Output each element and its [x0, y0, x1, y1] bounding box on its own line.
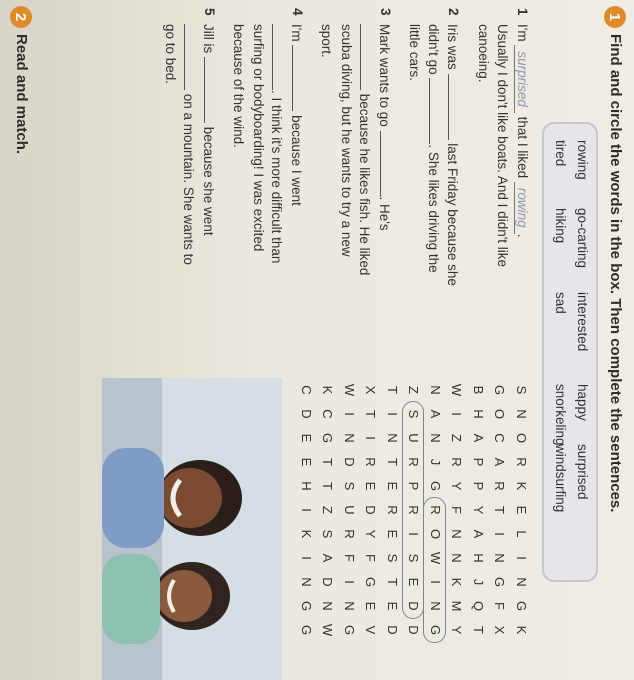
word-box-item: hiking	[553, 208, 568, 244]
wordsearch-letter[interactable]: Z	[320, 506, 336, 514]
word-box-item: happy	[575, 384, 590, 421]
wordsearch-letter[interactable]: N	[514, 409, 529, 419]
wordsearch-letter[interactable]: Y	[449, 625, 465, 635]
wordsearch-letter[interactable]: C	[320, 409, 336, 419]
handwritten-answer: rowing	[514, 182, 530, 234]
wordsearch-letter[interactable]: G	[342, 624, 357, 636]
wordsearch-letter[interactable]: U	[342, 505, 357, 515]
wordsearch-letter[interactable]: O	[492, 408, 508, 420]
word-box-item: interested	[575, 292, 590, 352]
wordsearch-letter[interactable]: T	[471, 626, 486, 634]
wordsearch-letter[interactable]: E	[406, 577, 422, 587]
wordsearch-letter[interactable]: N	[320, 601, 336, 611]
wordsearch-letter[interactable]: N	[342, 601, 357, 611]
wordsearch-letter[interactable]: H	[471, 553, 486, 563]
wordsearch-letter[interactable]: F	[449, 506, 465, 514]
wordsearch-letter[interactable]: R	[406, 505, 422, 515]
wordsearch-letter[interactable]: E	[363, 601, 379, 611]
wordsearch-letter[interactable]: A	[471, 529, 486, 539]
exercise-1-instruction: Find and circle the words in the box. Then complete the sentences.	[607, 34, 624, 513]
photo-kids	[102, 378, 282, 680]
wordsearch-letter[interactable]: P	[471, 481, 486, 491]
sentence-number: 3	[378, 8, 393, 16]
wordsearch-letter[interactable]: Q	[471, 600, 486, 612]
wordsearch-letter[interactable]: K	[514, 625, 529, 635]
wordsearch-letter[interactable]: I	[299, 508, 314, 512]
wordsearch-letter[interactable]: I	[514, 556, 529, 560]
sentence-number: 2	[446, 8, 462, 16]
wordsearch-letter[interactable]: N	[342, 433, 357, 443]
wordsearch-letter[interactable]: N	[385, 433, 400, 443]
wordsearch-letter[interactable]: E	[385, 481, 400, 491]
word-box	[542, 122, 598, 582]
wordsearch-letter[interactable]: L	[514, 530, 529, 538]
wordsearch-letter[interactable]: E	[514, 505, 529, 515]
wordsearch-letter[interactable]: T	[385, 578, 400, 586]
wordsearch-letter[interactable]: I	[385, 412, 400, 416]
circled-word	[424, 497, 447, 643]
wordsearch-letter[interactable]: P	[471, 457, 486, 467]
word-box-item: windsurfing	[553, 444, 568, 513]
wordsearch-letter[interactable]: I	[299, 556, 314, 560]
wordsearch-letter[interactable]: R	[514, 457, 529, 467]
wordsearch-letter[interactable]: X	[492, 625, 508, 635]
wordsearch-letter[interactable]: J	[428, 458, 443, 466]
exercise-1-badge: 1	[604, 6, 626, 28]
wordsearch-letter[interactable]: G	[363, 576, 379, 588]
wordsearch-letter[interactable]: I	[428, 580, 443, 584]
sentence-line: didn't go . She likes driving the	[426, 24, 441, 273]
answer-blank[interactable]	[292, 45, 305, 111]
wordsearch-letter[interactable]: I	[406, 532, 422, 536]
wordsearch-letter[interactable]: J	[471, 578, 486, 586]
sentence-line: sport.	[319, 24, 335, 58]
wordsearch-letter[interactable]: F	[363, 554, 379, 562]
wordsearch-letter[interactable]: R	[385, 505, 400, 515]
wordsearch-letter[interactable]: T	[320, 482, 336, 490]
wordsearch-letter[interactable]: A	[320, 553, 336, 563]
wordsearch-letter[interactable]: Y	[363, 529, 379, 539]
wordsearch-letter[interactable]: I	[492, 532, 508, 536]
wordsearch-letter[interactable]: G	[514, 600, 529, 612]
sentence-line: because of the wind.	[231, 24, 247, 148]
sentence-line: . I think it's more difficult than	[270, 24, 286, 263]
wordsearch-letter[interactable]: D	[342, 457, 357, 467]
wordsearch-letter[interactable]: N	[449, 529, 465, 539]
wordsearch-letter[interactable]: D	[406, 625, 422, 635]
wordsearch-grid	[288, 372, 538, 662]
wordsearch-letter[interactable]: H	[299, 481, 314, 491]
answer-blank[interactable]	[449, 74, 462, 140]
sentence-line: I'm surprised that I liked rowing.	[515, 24, 530, 238]
wordsearch-letter[interactable]: D	[299, 409, 314, 419]
sentence-number: 1	[515, 8, 530, 16]
wordsearch-letter[interactable]: R	[428, 505, 443, 515]
sentence-line: Mark wants to go . He's	[377, 24, 392, 231]
sentence-line: surfing or bodyboarding! I was excited	[251, 24, 266, 252]
wordsearch-letter[interactable]: N	[299, 577, 314, 587]
wordsearch-letter[interactable]: D	[385, 625, 400, 635]
wordsearch-letter[interactable]: E	[363, 481, 379, 491]
wordsearch-letter[interactable]: A	[428, 409, 443, 419]
wordsearch-letter[interactable]: B	[471, 385, 486, 395]
wordsearch-letter[interactable]: O	[514, 432, 529, 444]
word-box-item: snorkeling	[553, 384, 568, 446]
wordsearch-letter[interactable]: D	[320, 577, 336, 587]
wordsearch-letter[interactable]: S	[342, 481, 357, 491]
wordsearch-letter[interactable]: G	[299, 624, 314, 636]
wordsearch-letter[interactable]: W	[342, 383, 357, 397]
wordsearch-letter[interactable]: T	[492, 506, 508, 514]
wordsearch-letter[interactable]: T	[385, 458, 400, 466]
wordsearch-letter[interactable]: F	[342, 554, 357, 562]
sentence-line: because he likes fish. He liked	[358, 24, 374, 275]
wordsearch-letter[interactable]: S	[406, 553, 422, 563]
wordsearch-letter[interactable]: G	[428, 480, 443, 492]
photo-kids-illustration	[102, 378, 282, 680]
exercise-2-badge: 2	[10, 6, 32, 28]
wordsearch-letter[interactable]: S	[385, 553, 400, 563]
wordsearch-letter[interactable]: Y	[471, 505, 486, 515]
wordsearch-letter[interactable]: E	[385, 529, 400, 539]
wordsearch-letter[interactable]: Y	[449, 481, 465, 491]
wordsearch-letter[interactable]: G	[299, 600, 314, 612]
wordsearch-letter[interactable]: Z	[406, 386, 422, 394]
wordsearch-letter[interactable]: C	[492, 433, 508, 443]
answer-blank[interactable]	[204, 57, 217, 123]
wordsearch-letter[interactable]: G	[320, 432, 336, 444]
wordsearch-letter[interactable]: K	[320, 385, 336, 395]
word-box-item: sad	[553, 292, 568, 314]
wordsearch-letter[interactable]: W	[320, 623, 336, 637]
wordsearch-letter[interactable]: I	[363, 436, 379, 440]
wordsearch-letter[interactable]: K	[514, 481, 529, 491]
wordsearch-letter[interactable]: T	[320, 458, 336, 466]
wordsearch-letter[interactable]: N	[428, 433, 443, 443]
wordsearch-letter[interactable]: W	[449, 383, 465, 397]
wordsearch-letter[interactable]: T	[385, 386, 400, 394]
wordsearch-letter[interactable]: N	[449, 553, 465, 563]
wordsearch-letter[interactable]: R	[363, 457, 379, 467]
handwritten-answer: surprised	[514, 45, 530, 113]
sentence-line: Usually I don't like boats. And I didn't like	[495, 24, 511, 268]
wordsearch-letter[interactable]: W	[428, 551, 443, 565]
wordsearch-letter[interactable]: E	[385, 601, 400, 611]
exercise-2-instruction: Read and match.	[13, 34, 30, 155]
sentence-line: canoeing.	[476, 24, 491, 83]
answer-blank[interactable]	[429, 78, 442, 144]
wordsearch-letter[interactable]: R	[342, 529, 357, 539]
sentence-number: 5	[202, 8, 217, 16]
wordsearch-letter[interactable]: F	[492, 602, 508, 610]
wordsearch-letter[interactable]: T	[363, 410, 379, 418]
wordsearch-letter[interactable]: S	[514, 385, 529, 395]
wordsearch-letter[interactable]: P	[406, 481, 422, 491]
wordsearch-letter[interactable]: S	[406, 409, 422, 419]
circled-word	[402, 401, 425, 619]
wordsearch-letter[interactable]: D	[363, 505, 379, 515]
wordsearch-letter[interactable]: R	[449, 457, 465, 467]
wordsearch-letter[interactable]: U	[406, 433, 422, 443]
answer-blank[interactable]	[185, 24, 198, 90]
wordsearch-letter[interactable]: R	[406, 457, 422, 467]
wordsearch-letter[interactable]: E	[299, 457, 314, 467]
answer-blank[interactable]	[273, 24, 286, 90]
wordsearch-letter[interactable]: G	[492, 576, 508, 588]
wordsearch-letter[interactable]: N	[428, 601, 443, 611]
wordsearch-letter[interactable]: O	[428, 528, 443, 540]
sentence-line: Iris was last Friday because she	[445, 24, 461, 286]
wordsearch-letter[interactable]: N	[514, 577, 529, 587]
wordsearch-letter[interactable]: I	[449, 412, 465, 416]
wordsearch-letter[interactable]: N	[492, 553, 508, 563]
sentence-line: Jill is because she went	[201, 24, 216, 236]
wordsearch-letter[interactable]: I	[342, 580, 357, 584]
word-box-item: tired	[553, 140, 568, 167]
wordsearch-letter[interactable]: X	[363, 385, 379, 395]
wordsearch-letter[interactable]: H	[471, 409, 486, 419]
wordsearch-letter[interactable]: K	[449, 577, 465, 587]
wordsearch-letter[interactable]: G	[492, 384, 508, 396]
wordsearch-letter[interactable]: M	[449, 600, 465, 612]
sentence-line: go to bed.	[163, 24, 178, 85]
sentence-line: I'm because I went	[289, 24, 304, 206]
wordsearch-letter[interactable]: Z	[449, 434, 465, 442]
word-box-item: surprised	[575, 444, 590, 500]
wordsearch-letter[interactable]: E	[299, 433, 314, 443]
wordsearch-letter[interactable]: C	[299, 385, 314, 395]
wordsearch-letter[interactable]: A	[492, 457, 508, 467]
wordsearch-letter[interactable]: D	[406, 601, 422, 611]
wordsearch-letter[interactable]: A	[471, 433, 486, 443]
wordsearch-letter[interactable]: S	[320, 529, 336, 539]
wordsearch-letter[interactable]: V	[363, 625, 379, 635]
sentence-number: 4	[290, 8, 305, 16]
answer-blank[interactable]	[361, 24, 374, 90]
word-box-item: rowing	[575, 140, 590, 180]
sentence-line: little cars.	[407, 24, 423, 82]
wordsearch-letter[interactable]: N	[428, 385, 443, 395]
wordsearch-letter[interactable]: I	[342, 412, 357, 416]
sentence-line: scuba diving, but he wants to try a new	[339, 24, 354, 257]
sentence-line: on a mountain. She wants to	[182, 24, 198, 265]
wordsearch-letter[interactable]: R	[492, 481, 508, 491]
wordsearch-letter[interactable]: G	[428, 624, 443, 636]
wordsearch-letter[interactable]: K	[299, 529, 314, 539]
word-box-item: go-carting	[575, 208, 590, 269]
answer-blank[interactable]	[380, 131, 393, 197]
